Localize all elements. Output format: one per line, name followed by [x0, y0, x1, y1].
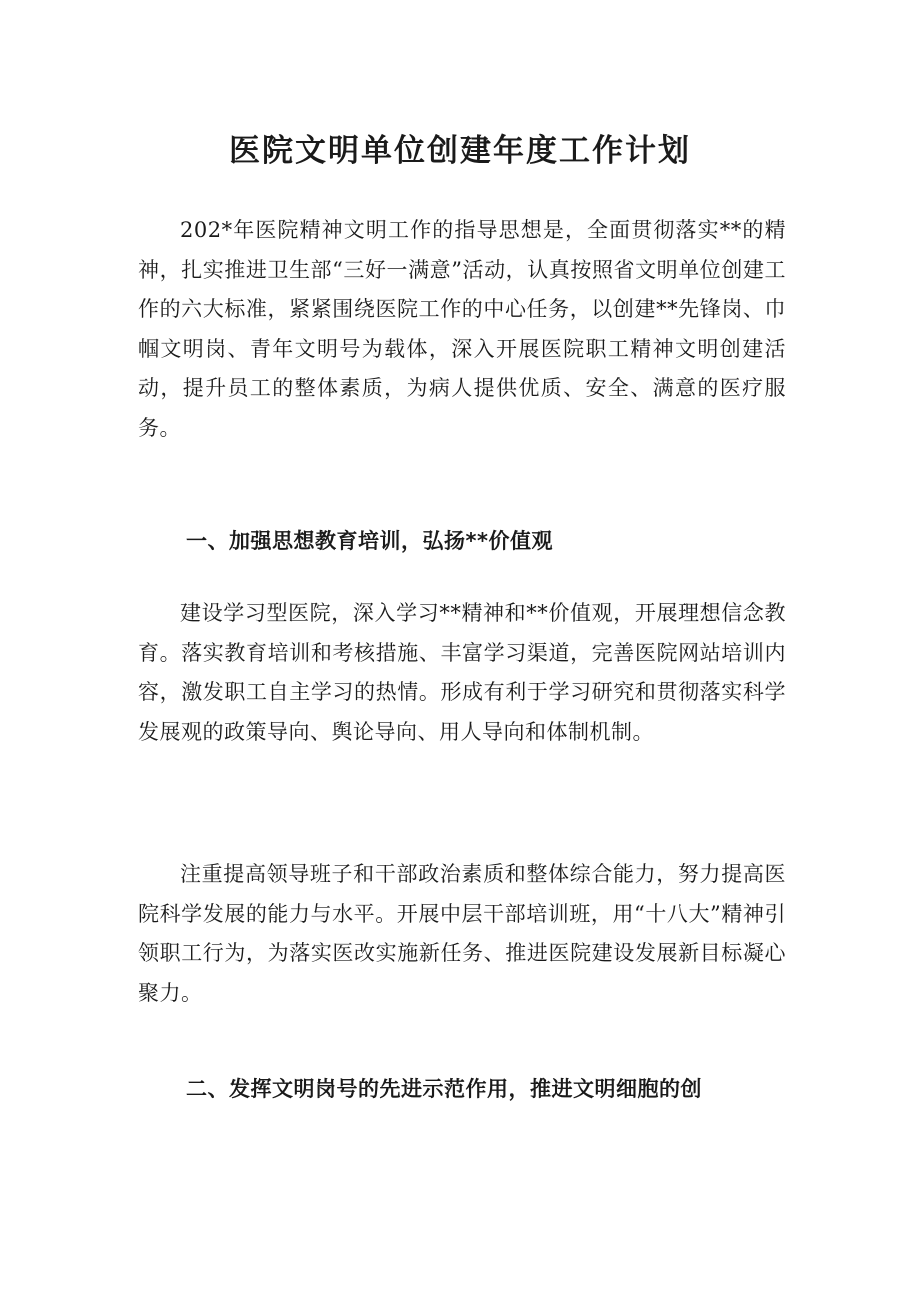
- section-heading-2: 二、发挥文明岗号的先进示范作用，推进文明细胞的创: [186, 1077, 702, 1101]
- section-1-paragraph-1: 建设学习型医院，深入学习**精神和**价值观，开展理想信念教育。落实教育培训和考核措施、丰富学习渠道，完善医院网站培训内容，激发职工自主学习的热情。形成有利于学习研究和贯彻落实科学发展观的政策导向、舆论导向、用人导向和体制机制。: [138, 601, 786, 744]
- section-heading-1: 一、加强思想教育培训，弘扬**价值观: [186, 529, 553, 553]
- intro-paragraph: 202*年医院精神文明工作的指导思想是，全面贯彻落实**的精神，扎实推进卫生部“三好一满意”活动，认真按照省文明单位创建工作的六大标准，紧紧围绕医院工作的中心任务，以创建**先锋岗、巾帼文明岗、青年文明号为载体，深入开展医院职工精神文明创建活动，提升员工的整体素质，为病人提供优质、安全、满意的医疗服务。: [138, 218, 786, 440]
- section-1-paragraph-2: 注重提高领导班子和干部政治素质和整体综合能力，努力提高医院科学发展的能力与水平。开展中层干部培训班，用“十八大”精神引领职工行为，为落实医改实施新任务、推进医院建设发展新目标凝心聚力。: [138, 862, 786, 1005]
- document-title: 医院文明单位创建年度工作计划: [229, 133, 691, 169]
